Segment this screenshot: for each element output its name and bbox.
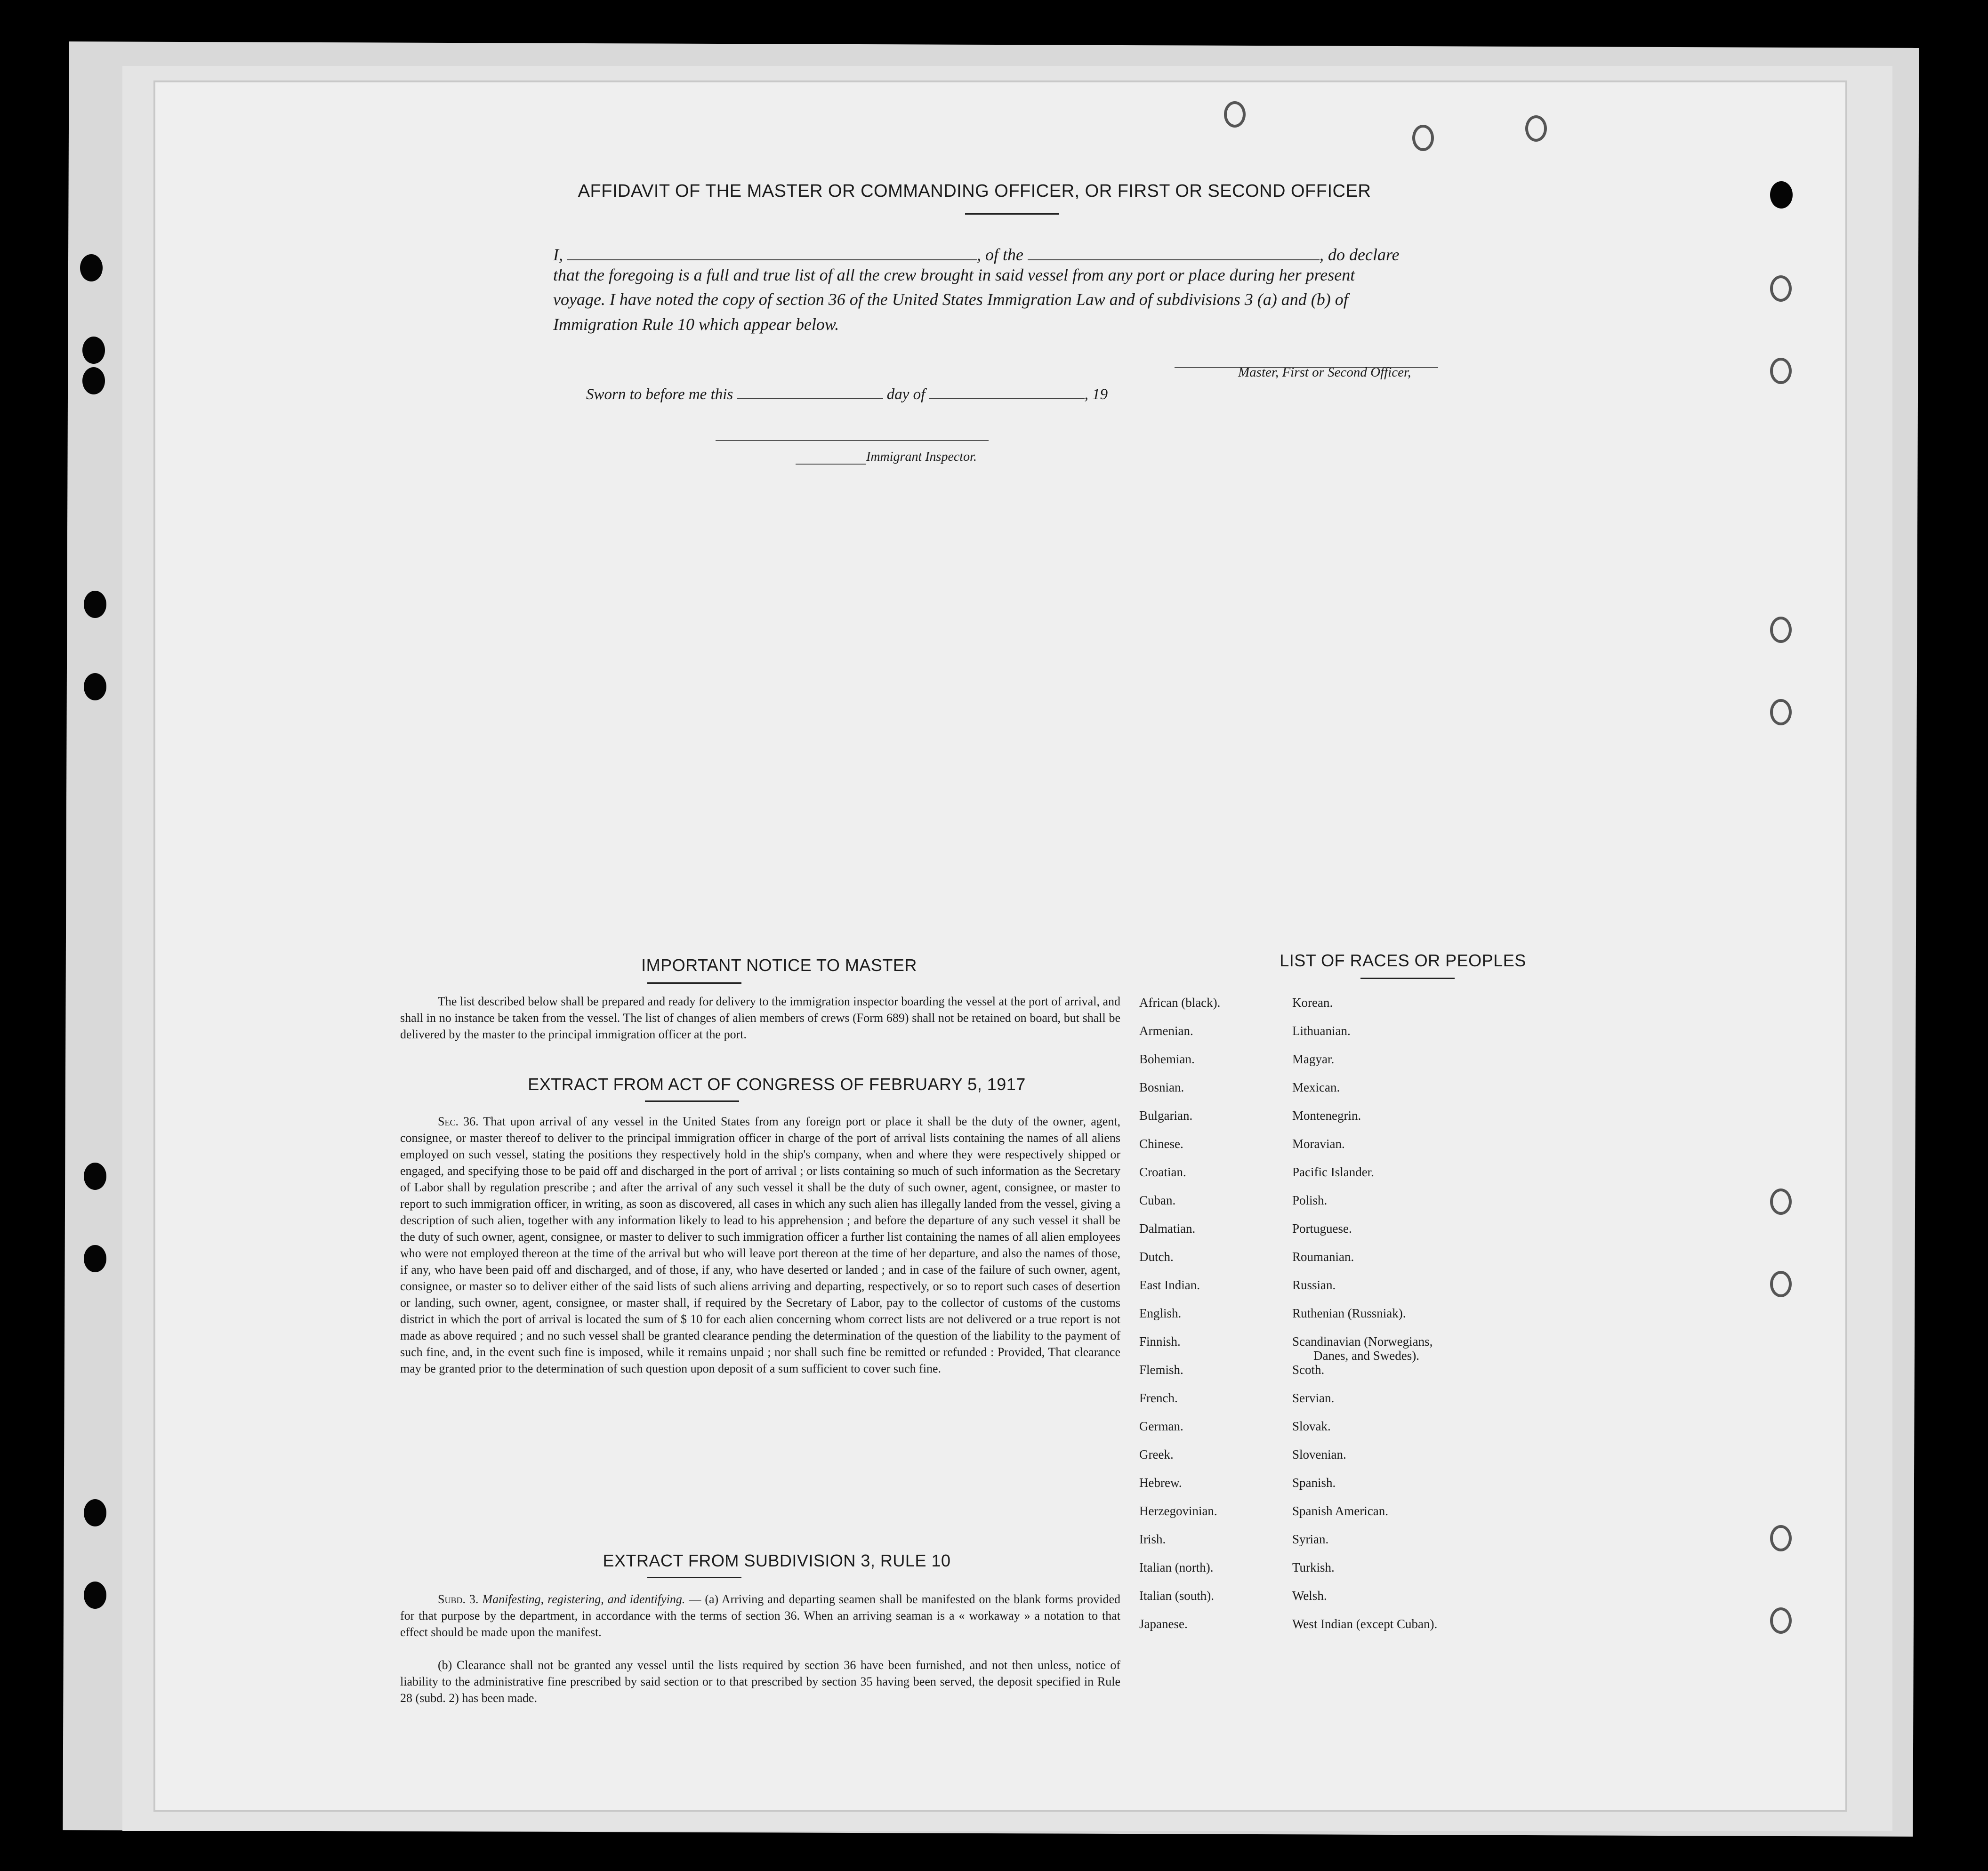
race-item: Herzegovinian.	[1139, 1504, 1217, 1518]
notice-title: IMPORTANT NOTICE TO MASTER	[641, 956, 917, 975]
affidavit-line-2: that the foregoing is a full and true list of all the crew brought in said vessel from any port or place during her present	[553, 265, 1355, 284]
sworn-month-blank[interactable]	[929, 398, 1085, 399]
affidavit-line-1	[553, 245, 1626, 265]
form-page	[155, 82, 1845, 1810]
extract-act-text	[400, 1113, 1120, 1377]
race-item: Bulgarian.	[1139, 1108, 1193, 1123]
extract-rule-title: EXTRACT FROM SUBDIVISION 3, RULE 10	[603, 1551, 951, 1570]
race-item: Welsh.	[1292, 1589, 1327, 1603]
race-item: Italian (north).	[1139, 1560, 1214, 1574]
rule-para-a-text: — (a) Arriving and departing seamen shall be manifested on the blank forms provided for that purpose by the department, in accordance with the terms of section 36. When an arriving seaman is a « workaway » a notation to that effect should be made upon the manifest.	[400, 1592, 1120, 1639]
punch-hole	[84, 591, 106, 618]
affidavit-title: AFFIDAVIT OF THE MASTER OR COMMANDING OFFICER, OR FIRST OR SECOND OFFICER	[578, 181, 1371, 201]
inspector-label-rule	[796, 464, 866, 465]
race-item: East Indian.	[1139, 1278, 1200, 1292]
name-blank[interactable]	[567, 259, 977, 260]
race-item: Lithuanian.	[1292, 1024, 1351, 1038]
affidavit-of-the: , of the	[977, 245, 1023, 264]
race-item: Portuguese.	[1292, 1221, 1352, 1236]
punch-ring	[1770, 275, 1792, 302]
race-item: Slovenian.	[1292, 1447, 1346, 1461]
race-item: Cuban.	[1139, 1193, 1176, 1207]
race-item: West Indian (except Cuban).	[1292, 1617, 1438, 1631]
sworn-day-blank[interactable]	[737, 398, 883, 399]
inspector-signature-line[interactable]	[716, 440, 989, 441]
race-item: Russian.	[1292, 1278, 1336, 1292]
punch-hole	[80, 254, 103, 281]
punch-ring	[1770, 617, 1792, 643]
race-item: Roumanian.	[1292, 1250, 1354, 1264]
vessel-blank[interactable]	[1028, 259, 1320, 260]
title-rule	[965, 213, 1059, 215]
race-item: Dalmatian.	[1139, 1221, 1196, 1236]
race-item: Magyar.	[1292, 1052, 1335, 1066]
sworn-year-label: , 19	[1084, 386, 1108, 403]
punch-ring	[1770, 1271, 1792, 1297]
races-title: LIST OF RACES OR PEOPLES	[1280, 951, 1526, 970]
race-item: Hebrew.	[1139, 1476, 1182, 1490]
race-item: Armenian.	[1139, 1024, 1193, 1038]
races-rule	[1360, 978, 1455, 979]
race-item: Polish.	[1292, 1193, 1328, 1207]
race-item: Servian.	[1292, 1391, 1335, 1405]
race-item: Bosnian.	[1139, 1080, 1184, 1094]
section-label: Sec. 36.	[438, 1115, 479, 1128]
section-36-text: That upon arrival of any vessel in the United States from any foreign port or place it shall be the duty of the owner, agent, consignee, or master thereof to deliver to the principal immigration officer in charge of the port of arrival lists containing the names of all aliens employed on such vessel, stating the positions they respectively hold in the ship's company, when and where they were respectively shipped or engaged, and specifying those to be paid off and discharged in the port of arrival ; or lists containing so much of such information as the Secretary of Labor shall by regulation prescribe ; and after the arrival of any such vessel it shall be the duty of such owner, agent, consignee, or master to report to such immigration officer, in writing, as soon as discovered, all cases in which any such alien has illegally landed from the vessel, giving a description of such alien, together with any information likely to lead to his apprehension ; and before the departure of any such vessel it shall be the duty of such owner, agent, consignee, or master to deliver to such immigration officer a further list containing the names of all alien employees who were not employed thereon at the time of the arrival but who will leave port thereon at the time of her departure, and also the names of those, if any, who have been paid off and discharged, and of those, if any, who have deserted or landed ; and in case of the failure of such owner, agent, consignee, or master so to deliver either of the said lists of such aliens arriving and departing, respectively, or so to report such cases of desertion or landing, such owner, agent, consignee, or master shall, if required by the Secretary of Labor, pay to the collector of customs of the customs district in which the port of arrival is located the sum of $ 10 for each alien concerning whom correct lists are not delivered or a true report is not made as above required ; and no such vessel shall be granted clearance pending the determination of the question of the liability to the payment of such fine, and, in the event such fine is imposed, while it remains unpaid ; nor shall such fine be remitted or refunded : Provided, That clearance may be granted prior to the determination of such question upon deposit of a sum sufficient to cover such fine.	[400, 1115, 1120, 1375]
race-item: Scoth.	[1292, 1363, 1325, 1377]
sworn-day-label: day of	[886, 386, 926, 403]
race-item: Moravian.	[1292, 1137, 1345, 1151]
extract-rule-rule	[647, 1577, 741, 1578]
punch-ring	[1770, 1188, 1792, 1215]
race-item: Korean.	[1292, 996, 1333, 1010]
race-item: Dutch.	[1139, 1250, 1174, 1264]
punch-ring	[1770, 1525, 1792, 1551]
race-scandinavian: Scandinavian (Norwegians,	[1292, 1334, 1433, 1349]
race-item: Japanese.	[1139, 1617, 1188, 1631]
notice-rule	[647, 982, 741, 984]
race-item: Croatian.	[1139, 1165, 1186, 1179]
sworn-line	[586, 386, 1108, 403]
race-item: Greek.	[1139, 1447, 1174, 1461]
race-item: Turkish.	[1292, 1560, 1335, 1574]
race-item: English.	[1139, 1306, 1182, 1320]
race-item: Finnish.	[1139, 1334, 1181, 1349]
punch-hole	[82, 337, 105, 364]
race-item: German.	[1139, 1419, 1183, 1433]
punch-hole	[84, 1499, 106, 1526]
punch-hole	[1770, 181, 1793, 209]
master-signature-label: Master, First or Second Officer,	[1238, 365, 1411, 380]
race-item: Mexican.	[1292, 1080, 1340, 1094]
race-item: Italian (south).	[1139, 1589, 1214, 1603]
subd-italic: Manifesting, registering, and identifying.	[482, 1592, 685, 1606]
race-scandinavian-cont: Danes, and Swedes).	[1313, 1349, 1419, 1363]
race-item: Irish.	[1139, 1532, 1166, 1546]
affidavit-declare: , do declare	[1319, 245, 1400, 264]
punch-hole	[84, 1582, 106, 1609]
punch-ring	[1224, 101, 1246, 128]
rule-para-b: (b) Clearance shall not be granted any vessel until the lists required by section 36 have been furnished, and not then unless, notice of liability to the administrative fine prescribed by said section or to that prescribed by section 35 having been served, the deposit specified in Rule 28 (subd. 2) has been made.	[400, 1658, 1120, 1705]
race-item: Spanish.	[1292, 1476, 1336, 1490]
punch-ring	[1412, 125, 1434, 151]
notice-text: The list described below shall be prepared and ready for delivery to the immigration inspector boarding the vessel at the port of arrival, and shall in no instance be taken from the vessel. The list of changes of alien members of crews (Form 689) shall not be retained on board, but shall be delivered by the master to the principal immigration officer at the port.	[400, 995, 1120, 1041]
punch-ring	[1770, 1607, 1792, 1634]
punch-hole	[84, 673, 106, 700]
race-item: Pacific Islander.	[1292, 1165, 1374, 1179]
affidavit-i: I,	[553, 245, 563, 264]
race-item: Chinese.	[1139, 1137, 1183, 1151]
punch-hole	[84, 1245, 106, 1272]
extract-act-rule	[645, 1100, 739, 1102]
race-item: Slovak.	[1292, 1419, 1331, 1433]
sworn-label: Sworn to before me this	[586, 386, 733, 403]
punch-ring	[1770, 699, 1792, 725]
punch-ring	[1770, 358, 1792, 384]
race-item: Bohemian.	[1139, 1052, 1195, 1066]
race-item: Ruthenian (Russniak).	[1292, 1306, 1406, 1320]
race-item: African (black).	[1139, 996, 1221, 1010]
races-column-1	[1139, 988, 1220, 1638]
punch-hole	[84, 1163, 106, 1190]
race-item: Montenegrin.	[1292, 1108, 1361, 1123]
inspector-signature-label: Immigrant Inspector.	[866, 450, 977, 464]
race-item: Syrian.	[1292, 1532, 1329, 1546]
affidavit-line-3: voyage. I have noted the copy of section 36 of the United States Immigration Law and of subdivisions 3 (a) and (b) of	[553, 290, 1348, 309]
races-column-2	[1292, 988, 1437, 1638]
race-item: Spanish American.	[1292, 1504, 1388, 1518]
extract-act-title: EXTRACT FROM ACT OF CONGRESS OF FEBRUARY 5, 1917	[528, 1075, 1026, 1094]
race-item	[1292, 1327, 1437, 1363]
race-item: French.	[1139, 1391, 1178, 1405]
subd-label: Subd. 3.	[438, 1592, 479, 1606]
punch-hole	[82, 367, 105, 394]
race-item: Flemish.	[1139, 1363, 1183, 1377]
punch-ring	[1525, 115, 1547, 142]
affidavit-line-4: Immigration Rule 10 which appear below.	[553, 315, 839, 334]
rule-para-a	[400, 1591, 1120, 1640]
